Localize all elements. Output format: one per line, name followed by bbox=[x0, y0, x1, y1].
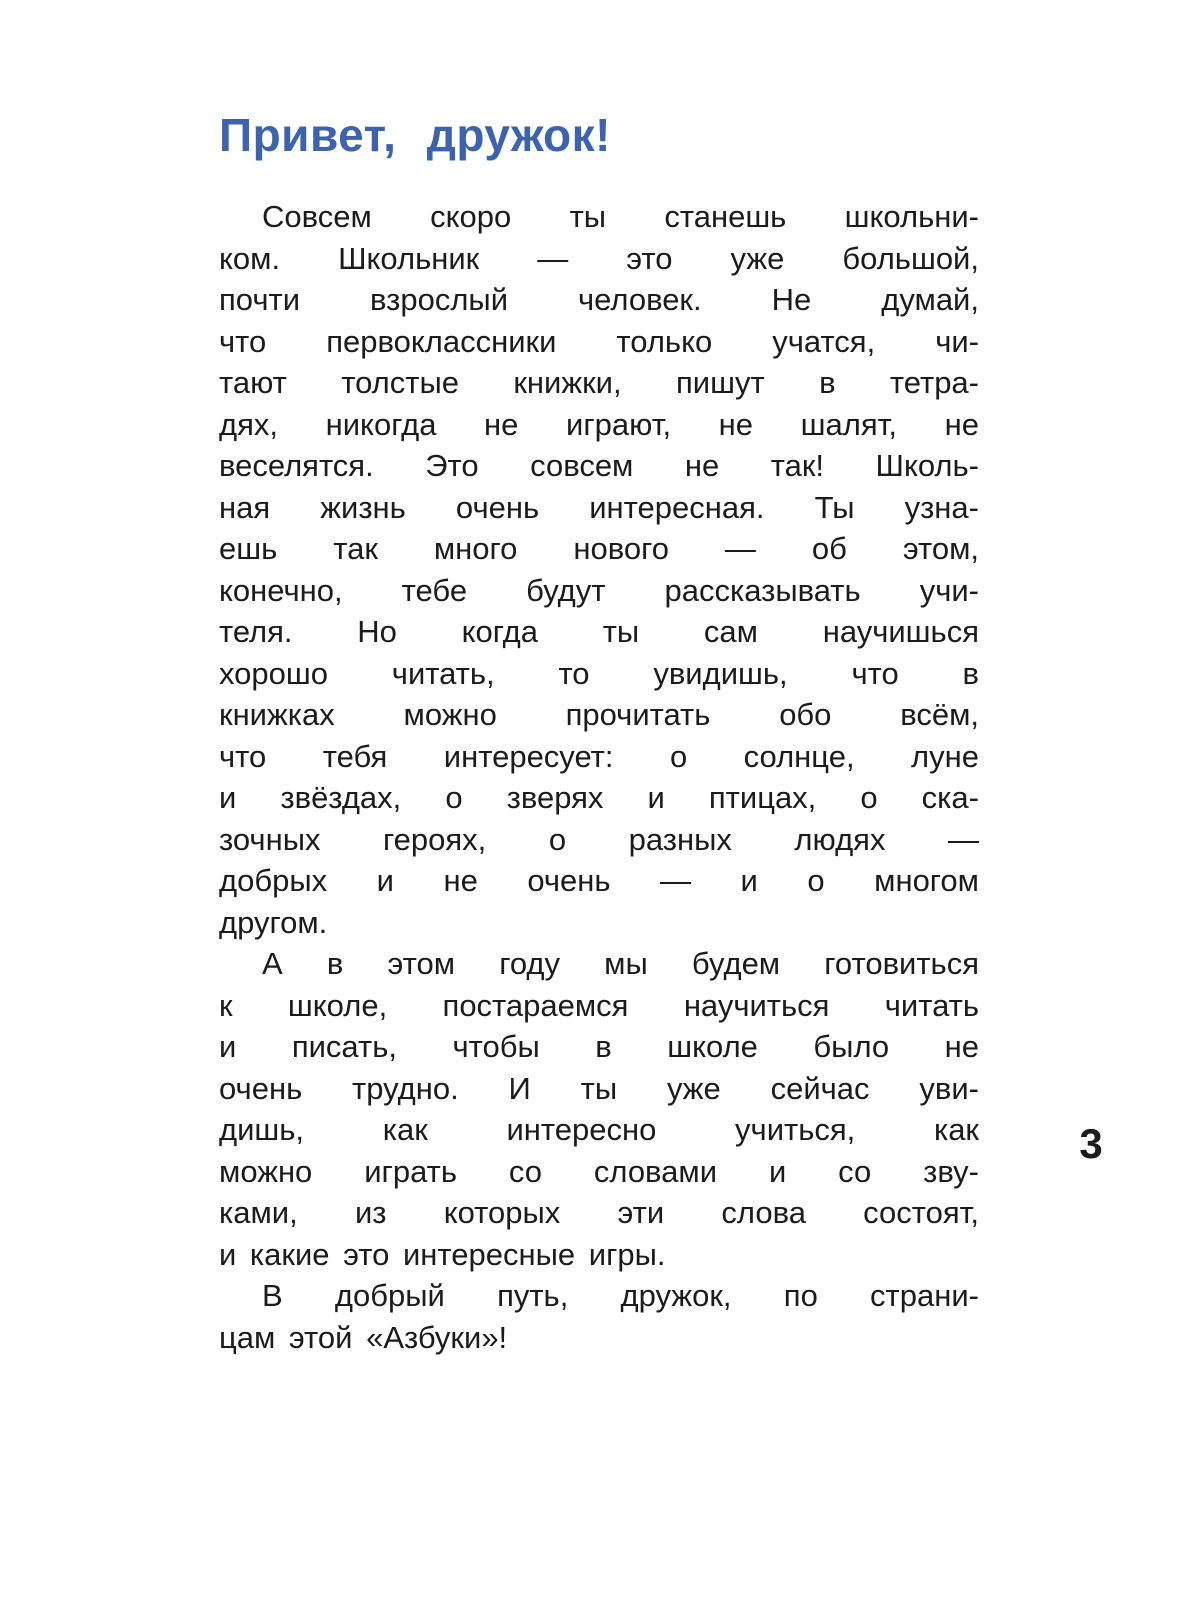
text-line: зочных героях, о разных людях — bbox=[219, 821, 979, 857]
body-text bbox=[219, 196, 979, 1358]
text-line: и звёздах, о зверях и птицах, о ска- bbox=[219, 780, 979, 815]
text-line: конечно, тебе будут рассказывать учи- bbox=[219, 572, 979, 608]
text-line: почти взрослый человек. Не думай, bbox=[219, 282, 979, 317]
text-line: можно играть со словами и со зву- bbox=[219, 1153, 979, 1189]
text-column bbox=[219, 109, 979, 1358]
text-line: А в этом году мы будем готовиться bbox=[262, 946, 979, 981]
text-line: и какие это интересные игры. bbox=[219, 1236, 666, 1272]
text-line: что первоклассники только учатся, чи- bbox=[219, 323, 979, 359]
text-line: хорошо читать, то увидишь, что в bbox=[219, 655, 979, 691]
text-line: дишь, как интересно учиться, как bbox=[219, 1112, 979, 1147]
text-line: очень трудно. И ты уже сейчас уви- bbox=[219, 1070, 979, 1106]
text-line: тают толстые книжки, пишут в тетра- bbox=[219, 365, 979, 400]
text-line: веселятся. Это совсем не так! Школь- bbox=[219, 448, 979, 483]
text-line: цам этой «Азбуки»! bbox=[219, 1319, 508, 1355]
paragraph bbox=[219, 196, 979, 943]
page-heading: Привет, дружок! bbox=[219, 109, 611, 161]
text-line: ком. Школьник — это уже большой, bbox=[219, 240, 979, 276]
text-line: Совсем скоро ты станешь школьни- bbox=[262, 199, 979, 234]
text-line: теля. Но когда ты сам научишься bbox=[219, 614, 979, 649]
paragraph bbox=[219, 1275, 979, 1358]
text-line: книжках можно прочитать обо всём, bbox=[219, 697, 979, 732]
text-line: и писать, чтобы в школе было не bbox=[219, 1029, 979, 1064]
paragraph bbox=[219, 943, 979, 1275]
text-line: ешь так много нового — об этом, bbox=[219, 531, 979, 566]
text-line: к школе, постараемся научиться читать bbox=[219, 987, 979, 1023]
text-line: другом. bbox=[219, 904, 328, 940]
text-line: что тебя интересует: о солнце, луне bbox=[219, 738, 979, 774]
page-number: 3 bbox=[1079, 1120, 1103, 1167]
text-line: ная жизнь очень интересная. Ты узна- bbox=[219, 489, 979, 525]
text-line: добрых и не очень — и о многом bbox=[219, 863, 979, 898]
text-line: ками, из которых эти слова состоят, bbox=[219, 1195, 979, 1230]
text-line: дях, никогда не играют, не шалят, не bbox=[219, 406, 979, 442]
text-line: В добрый путь, дружок, по страни- bbox=[262, 1278, 979, 1313]
